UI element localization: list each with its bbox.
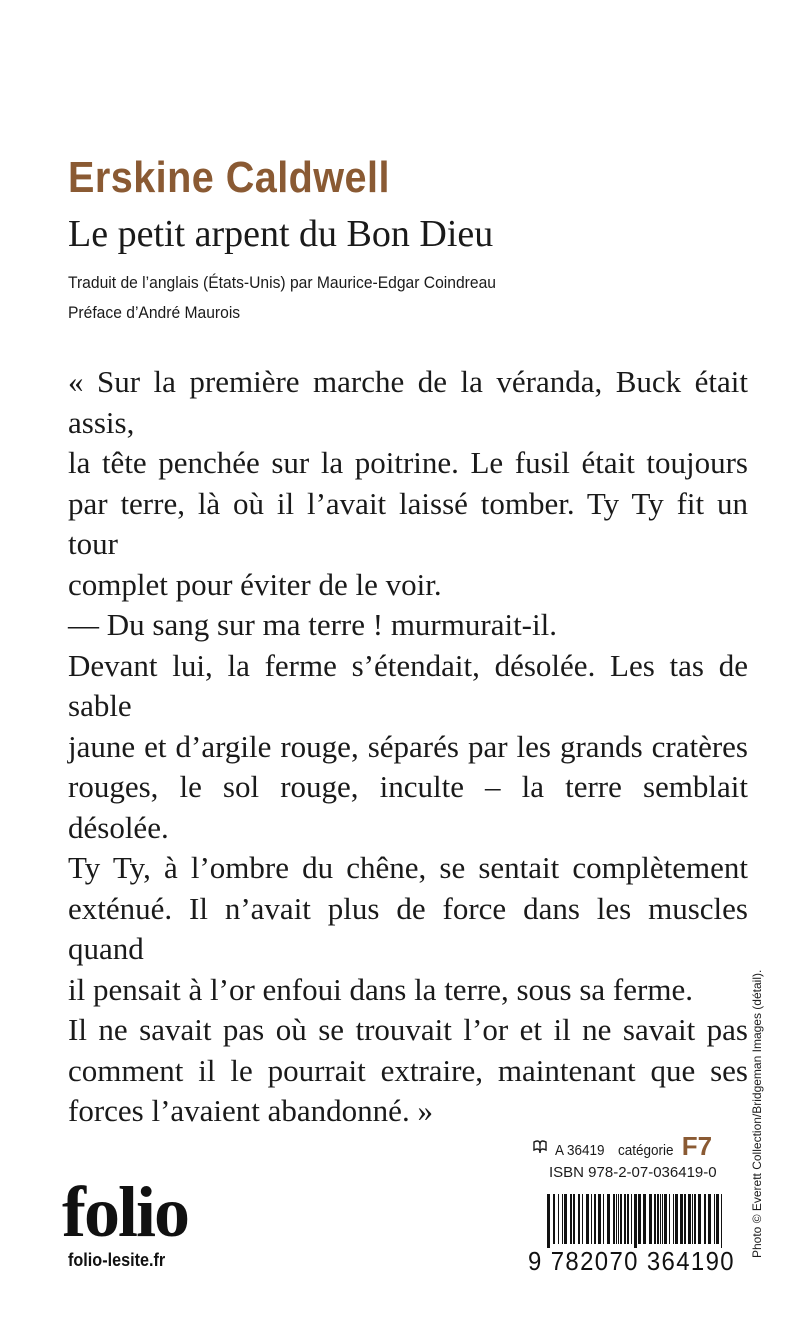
excerpt-line: complet pour éviter de le voir. <box>68 566 442 602</box>
excerpt-line: comment il le pourrait extraire, maintenant que ses <box>68 1052 748 1088</box>
barcode-bar <box>634 1194 637 1248</box>
barcode-bar <box>688 1194 691 1244</box>
barcode-bar <box>716 1194 719 1244</box>
barcode-bar <box>657 1194 659 1244</box>
excerpt-line: la tête penchée sur la poitrine. Le fusil était toujours <box>68 445 748 480</box>
excerpt-line: jaune et d’argile rouge, séparés par les grands cratères <box>68 728 748 764</box>
barcode-bar <box>594 1194 596 1244</box>
excerpt-line: Devant lui, la ferme s’étendait, désolée. Les tas de sable <box>68 647 748 723</box>
category-label: catégorie <box>618 1142 674 1159</box>
barcode-bar <box>714 1194 715 1244</box>
book-title: Le petit arpent du Bon Dieu <box>68 213 494 255</box>
barcode-bar <box>586 1194 589 1244</box>
barcode-bar <box>613 1194 615 1244</box>
barcode-bar <box>708 1194 711 1244</box>
preface-credit: Préface d’André Maurois <box>68 303 241 322</box>
barcode-bar <box>578 1194 580 1244</box>
barcode-digits: 9 782070 364190 <box>528 1246 735 1276</box>
barcode-bar <box>598 1194 601 1244</box>
barcode-bar <box>582 1194 583 1244</box>
barcode-bar <box>684 1194 686 1244</box>
barcode-bar <box>664 1194 667 1244</box>
barcode-bar <box>662 1194 663 1244</box>
barcode-bar <box>627 1194 629 1244</box>
excerpt-text <box>68 362 748 1132</box>
barcode-bar <box>547 1194 550 1248</box>
excerpt-line: exténué. Il n’avait plus de force dans les muscles quand <box>68 890 748 966</box>
excerpt-line: forces l’avaient abandonné. » <box>68 1093 433 1128</box>
barcode-bar <box>680 1194 683 1244</box>
excerpt-line: Ty Ty, à l’ombre du chêne, se sentait complètement <box>68 850 748 885</box>
book-glyph-icon <box>531 1138 549 1156</box>
translator-credit: Traduit de l’anglais (États-Unis) par Maurice-Edgar Coindreau <box>68 273 496 292</box>
barcode-bar <box>660 1194 661 1244</box>
excerpt-line: « Sur la première marche de la véranda, Buck était assis, <box>68 364 748 440</box>
excerpt-line: rouges, le sol rouge, inculte – la terre semblait désolée. <box>68 769 748 845</box>
barcode-bar <box>573 1194 575 1244</box>
barcode <box>547 1194 722 1248</box>
publisher-website: folio-lesite.fr <box>68 1250 166 1270</box>
publisher-logo: folio <box>62 1172 188 1252</box>
barcode-bar <box>669 1194 670 1244</box>
barcode-bar <box>673 1194 674 1244</box>
barcode-bar <box>607 1194 610 1244</box>
barcode-bar <box>624 1194 626 1244</box>
catalog-number: A 36419 <box>555 1142 605 1159</box>
author-name: Erskine Caldwell <box>68 153 390 202</box>
barcode-bar <box>692 1194 693 1244</box>
barcode-bar <box>616 1194 617 1244</box>
barcode-bar <box>618 1194 619 1244</box>
barcode-bar <box>558 1194 559 1244</box>
barcode-bar <box>721 1194 722 1248</box>
barcode-bar <box>591 1194 592 1244</box>
barcode-bar <box>553 1194 555 1244</box>
barcode-bar <box>562 1194 563 1244</box>
excerpt-line: Il ne savait pas où se trouvait l’or et il ne savait pas <box>68 1012 748 1047</box>
barcode-bar <box>654 1194 656 1244</box>
barcode-bar <box>638 1194 641 1244</box>
barcode-bar <box>570 1194 572 1244</box>
barcode-bar <box>564 1194 567 1244</box>
barcode-bar <box>704 1194 706 1244</box>
barcode-bar <box>675 1194 678 1244</box>
category-code: F7 <box>681 1131 713 1161</box>
barcode-bar <box>694 1194 696 1244</box>
barcode-bar <box>620 1194 622 1244</box>
barcode-bar <box>603 1194 604 1244</box>
excerpt-line: — Du sang sur ma terre ! murmurait-il. <box>68 607 557 642</box>
isbn: ISBN 978-2-07-036419-0 <box>549 1164 717 1181</box>
catalog-code <box>531 1131 712 1162</box>
barcode-bar <box>649 1194 652 1244</box>
excerpt-line: il pensait à l’or enfoui dans la terre, sous sa ferme. <box>68 971 693 1007</box>
photo-credit: Photo © Everett Collection/Bridgeman Images (détail). <box>750 969 764 1258</box>
barcode-bar <box>631 1194 632 1244</box>
excerpt-line: par terre, là où il l’avait laissé tomber. Ty Ty fit un tour <box>68 485 748 561</box>
barcode-bar <box>698 1194 701 1244</box>
barcode-bar <box>643 1194 646 1244</box>
